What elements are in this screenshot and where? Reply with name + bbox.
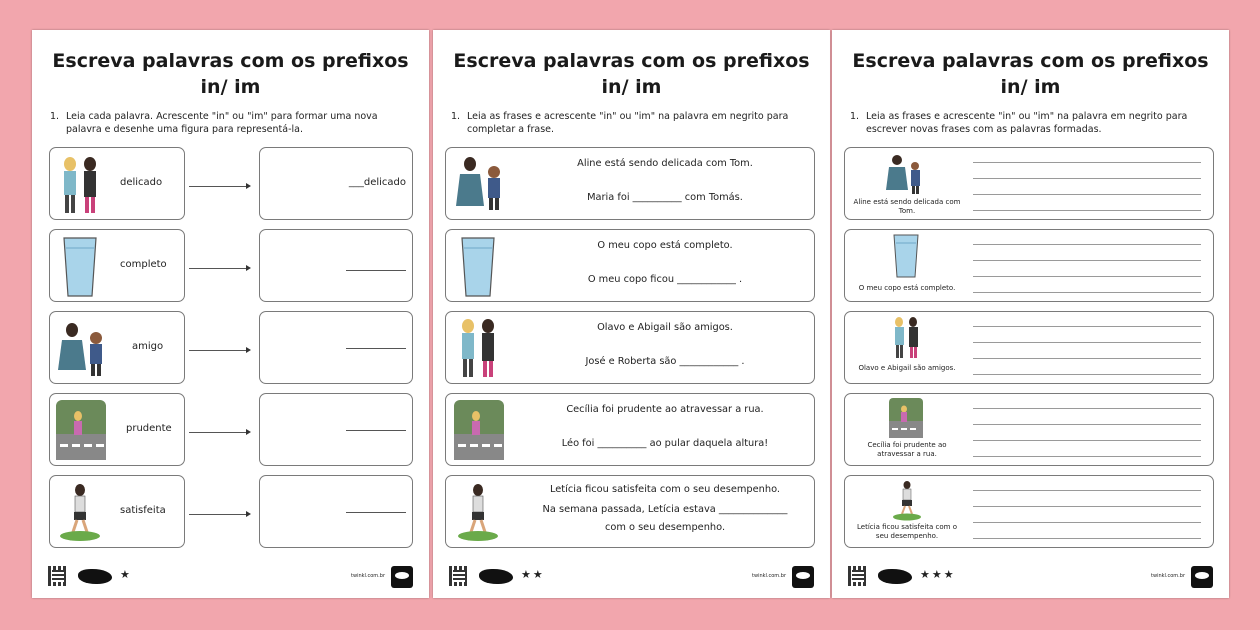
worksheet-title: Escreva palavras com os prefixos in/ im (52, 50, 409, 98)
picture-word-box (49, 475, 185, 548)
picture-word-box (49, 393, 185, 466)
sentence-box (445, 229, 815, 302)
word-label: satisfeita (120, 505, 166, 516)
arrow-icon (246, 429, 251, 435)
worksheet-3 (832, 30, 1229, 598)
site-label: twinkl.com.br (351, 573, 385, 579)
recycle-logo-icon (391, 566, 413, 588)
sentence-to-complete[interactable]: O meu copo ficou ____________ . (587, 274, 743, 285)
writing-box[interactable] (844, 311, 1214, 384)
qr-code-icon (48, 566, 68, 586)
girl-jumping-icon (58, 482, 104, 542)
girl-helping-boy-icon (454, 154, 508, 214)
sentence-to-complete[interactable]: Na semana passada, Letícia estava ______________ (542, 504, 788, 515)
sentence-to-complete[interactable]: José e Roberta são ____________ . (585, 356, 745, 367)
girl-helping-boy-icon (56, 320, 110, 378)
two-girls-icon (889, 315, 923, 361)
girl-helping-boy-icon (885, 152, 925, 196)
glass-of-water-icon (62, 236, 98, 298)
caption: Cecília foi prudente ao atravessar a rua. (867, 441, 947, 458)
caption: Aline está sendo delicada com Tom. (853, 198, 961, 215)
twinkl-logo-icon (78, 569, 112, 584)
girl-at-crossing-icon (56, 400, 106, 460)
sentence-to-complete[interactable]: Léo foi __________ ao pular daquela altura! (561, 438, 769, 449)
word-label: amigo (132, 341, 164, 352)
answer-box[interactable] (259, 393, 413, 466)
caption: Olavo e Abigail são amigos. (858, 364, 956, 372)
two-girls-icon (56, 154, 104, 216)
girl-at-crossing-icon (454, 400, 504, 460)
picture-word-box (49, 229, 185, 302)
qr-code-icon (848, 566, 868, 586)
glass-of-water-icon (460, 236, 496, 298)
writing-box[interactable] (844, 475, 1214, 548)
word-label: prudente (126, 423, 172, 434)
arrow-icon (246, 265, 251, 271)
twinkl-logo-icon (878, 569, 912, 584)
answer-box[interactable] (259, 229, 413, 302)
worksheet-title: Escreva palavras com os prefixos in/ im (453, 50, 810, 98)
qr-code-icon (449, 566, 469, 586)
site-label: twinkl.com.br (1151, 573, 1185, 579)
girl-jumping-icon (891, 479, 923, 521)
girl-jumping-icon (456, 482, 502, 542)
footer (848, 566, 1213, 588)
picture-word-box (49, 311, 185, 384)
answer-box[interactable] (259, 147, 413, 220)
word-label: completo (120, 259, 167, 270)
sentence-box (445, 311, 815, 384)
writing-box[interactable] (844, 393, 1214, 466)
worksheet-title: Escreva palavras com os prefixos in/ im (852, 50, 1209, 98)
sentence-given: Olavo e Abigail são amigos. (597, 322, 733, 333)
answer-box[interactable] (259, 311, 413, 384)
glass-of-water-icon (893, 234, 919, 278)
worksheet-2 (433, 30, 830, 598)
worksheet-1 (32, 30, 429, 598)
recycle-logo-icon (1191, 566, 1213, 588)
sentence-given: O meu copo está completo. (597, 240, 733, 251)
picture-word-box (49, 147, 185, 220)
difficulty-stars: ★★ (521, 568, 545, 581)
sentence-to-complete[interactable]: Maria foi __________ com Tomás. (587, 192, 743, 203)
sentence-box (445, 147, 815, 220)
instruction: 1. Leia cada palavra. Acrescente "in" ou "im" para formar uma nova palavra e desenhe uma figura para representá-la. (50, 111, 378, 135)
recycle-logo-icon (792, 566, 814, 588)
footer (449, 566, 814, 588)
site-label: twinkl.com.br (752, 573, 786, 579)
footer (48, 566, 413, 588)
writing-box[interactable] (844, 147, 1214, 220)
arrow-icon (246, 183, 251, 189)
difficulty-stars: ★ (120, 568, 132, 581)
answer-box[interactable] (259, 475, 413, 548)
sentence-given: Letícia ficou satisfeita com o seu desempenho. (549, 484, 781, 495)
arrow-icon (246, 511, 251, 517)
sentence-box (445, 393, 815, 466)
writing-box[interactable] (844, 229, 1214, 302)
sentence-to-complete-end: com o seu desempenho. (604, 522, 726, 533)
caption: Letícia ficou satisfeita com o seu desempenho. (857, 523, 957, 540)
two-girls-icon (454, 316, 502, 380)
word-label: delicado (120, 177, 163, 188)
girl-at-crossing-icon (889, 398, 923, 438)
sentence-box (445, 475, 815, 548)
instruction: 1. Leia as frases e acrescente "in" ou "im" na palavra em negrito para escrever novas frases com as palavras formadas. (850, 111, 1188, 135)
arrow-icon (246, 347, 251, 353)
sentence-given: Cecília foi prudente ao atravessar a rua. (566, 404, 764, 415)
instruction: 1. Leia as frases e acrescente "in" ou "im" na palavra em negrito para completar a frase. (451, 111, 789, 135)
twinkl-logo-icon (479, 569, 513, 584)
answer-text: ___delicado (348, 177, 406, 188)
difficulty-stars: ★★★ (920, 568, 956, 581)
caption: O meu copo está completo. (858, 284, 956, 292)
sentence-given: Aline está sendo delicada com Tom. (577, 158, 753, 169)
